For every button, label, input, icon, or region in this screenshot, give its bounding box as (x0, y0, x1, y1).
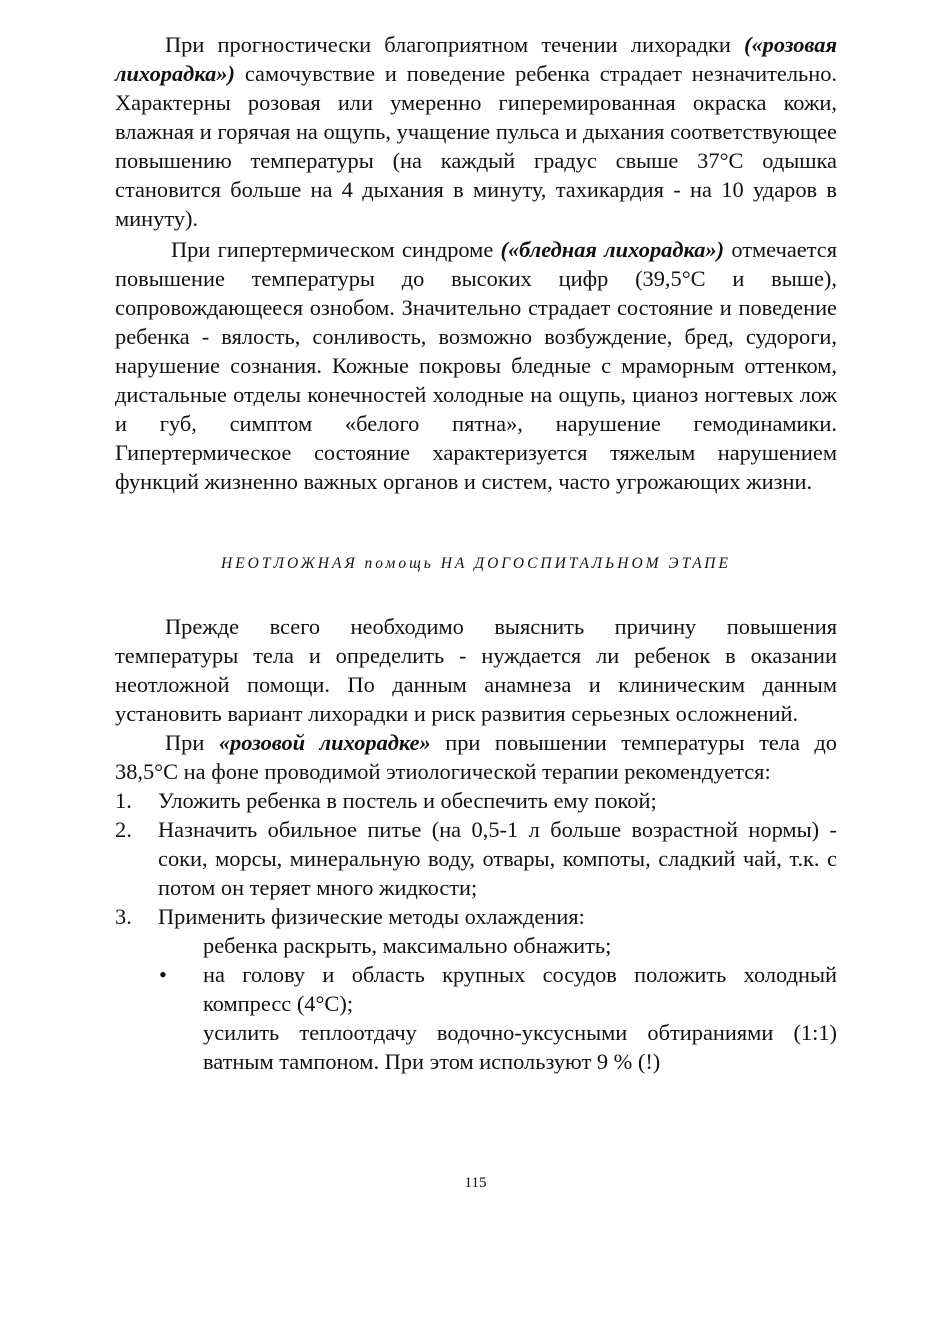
bullet-icon: • (159, 962, 167, 987)
sublist-item-text: на голову и область крупных сосудов положить холодный компресс (4°С); (203, 962, 837, 1016)
numbered-list (115, 786, 837, 931)
paragraph-pink-fever (115, 30, 837, 233)
list-item (115, 815, 837, 902)
list-item-text: Применить физические методы охлаждения: (158, 904, 585, 929)
sublist-item (115, 960, 837, 1018)
paragraph-lead: При (165, 730, 219, 755)
section-heading: НЕОТЛОЖНАЯ помощь НА ДОГОСПИТАЛЬНОМ ЭТАПЕ (221, 555, 731, 572)
document-page (115, 30, 837, 1076)
paragraph-body: отмечается повышение температуры до высоких цифр (39,5°С и выше), сопровождающееся ознобом. Значительно страдает состояние и поведение ребенка - вялость, сонливость, возможно возбуждение, бред, судороги, нарушение сознания. Кожные покровы бледные с мраморным оттенком, дистальные отделы конечностей холодные на ощупь, цианоз ногтевых лож и губ, симптом «белого пятна», нарушение гемодинамики. Гипертермическое состояние характеризуется тяжелым нарушением функций жизненно важных органов и систем, часто угрожающих жизни. (115, 237, 837, 494)
page-number: 115 (464, 1175, 487, 1191)
paragraph-body: при повышении температуры тела до 38,5°С на фоне проводимой этиологической терапии рекомендуется: (115, 730, 837, 784)
list-item-number: 2. (115, 817, 132, 842)
sublist-item: усилить теплоотдачу водочно-уксусными обтираниями (1:1) ватным тампоном. При этом используют 9 % (!) (203, 1020, 837, 1074)
list-item (115, 786, 837, 815)
term-pink-fever: («розовая лихорадка») (115, 32, 837, 86)
paragraph-lead: При прогностически благоприятном течении лихорадки (165, 32, 745, 57)
list-item-text: Назначить обильное питье (на 0,5-1 л больше возрастной нормы) - соки, морсы, минеральную воду, отвары, компоты, сладкий чай, т.к. с потом он теряет много жидкости; (158, 817, 837, 900)
term-pink-fever: «розовой лихорадке» (218, 730, 431, 755)
list-item-number: 3. (115, 904, 132, 929)
term-pale-fever: («бледная лихорадка») (500, 237, 725, 262)
paragraph-pale-fever (115, 235, 837, 496)
paragraph-lead: При гипертермическом синдроме (171, 237, 501, 262)
paragraph-body: самочувствие и поведение ребенка страдает незначительно. Характерны розовая или умеренно гиперемированная окраска кожи, влажная и горячая на ощупь, учащение пульса и дыхания соответствующее повышению температуры (на каждый градус свыше 37°С одышка становится больше на 4 дыхания в минуту, тахикардия - на 10 ударов в минуту). (115, 61, 837, 231)
list-item (115, 902, 837, 931)
paragraph-first-steps: Прежде всего необходимо выяснить причину повышения температуры тела и определить - нуждается ли ребенок в оказании неотложной помощи. По данным анамнеза и клиническим данным установить вариант лихорадки и риск развития серьезных осложнений. (115, 614, 837, 726)
sublist-item: ребенка раскрыть, максимально обнажить; (203, 933, 612, 958)
paragraph-pink-fever-care (115, 728, 837, 786)
list-item-text: Уложить ребенка в постель и обеспечить ему покой; (158, 788, 657, 813)
list-item-number: 1. (115, 788, 132, 813)
